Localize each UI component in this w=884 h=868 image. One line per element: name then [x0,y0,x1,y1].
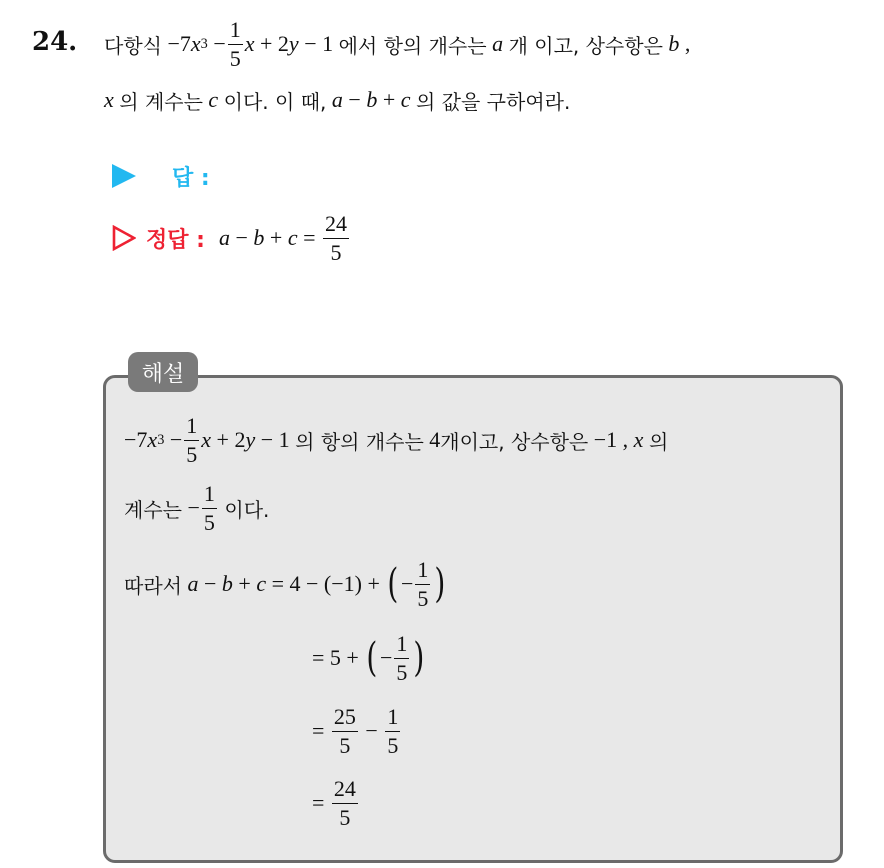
expr-b: b [221,571,233,596]
expr-plus: + [382,87,396,112]
term-4: − 1 [260,427,290,452]
text-find-value: 의 값을 구하여라. [416,89,571,114]
term-3-var: y [245,427,256,452]
correct-b: b [253,225,265,250]
expr-minus: − [203,571,217,596]
expr-b: b [366,87,378,112]
correct-minus: − [235,225,248,250]
comma: , [622,427,629,452]
expr-a: a [187,571,199,596]
left-paren: ( [387,561,399,607]
term-1-coef: −7 [167,31,191,56]
term-1-coef: −7 [124,427,148,452]
expr-plus: + [238,571,251,596]
right-paren: ) [434,561,446,607]
correct-plus: + [269,225,283,250]
correct-a: a [218,225,230,250]
text-constant-term: 개이고, 상수항은 [440,429,589,454]
equals-sign: = [312,790,325,815]
lhs-expression: = 5 + [312,645,359,670]
minus-sign: − [213,31,226,56]
var-x: x [633,427,644,452]
fraction-one-fifth [228,16,243,71]
correct-fraction [323,210,349,265]
term-count-value: 4 [429,427,441,452]
text-then: 이다. 이 때, [223,89,327,114]
problem-line-2 [104,82,570,118]
solution-line-1: −7 x 3 − $\frac{1}{5}$ x + 2 y − 1 의 항의 개수는 4 개이고, 상수항은 −1 , x 의 [124,412,669,467]
minus-sign: − [169,427,183,452]
term-1-var: x [147,427,158,452]
term-4: − 1 [304,31,334,56]
fraction-numerator: 1 [394,633,409,659]
text-is: 이다. [224,497,270,522]
fraction-numerator: 25 [332,706,358,732]
term-2-var: x [201,427,212,452]
solution-line-3 [124,554,448,614]
constant-value: −1 [593,427,618,452]
answer-row [112,156,210,196]
solution-line-2 [124,478,269,538]
fraction-numerator: 1 [228,19,243,45]
left-paren: ( [366,635,378,681]
expr-minus: − [348,87,361,112]
fraction-one-fifth [415,556,430,611]
fraction-numerator: 24 [323,213,349,239]
fraction-denominator: 5 [330,239,342,265]
term-2-var: x [244,31,255,56]
var-a: a [492,31,504,56]
text-of: 의 [648,429,669,454]
problem-line-1: 다항식 −7 x 3 − $\frac{1}{5}$ x + 2 y − 1 에서 항의 개수는 a 개 이고, 상수항은 b , [104,16,691,71]
fraction-denominator: 5 [229,45,241,71]
fraction-result [332,775,358,830]
term-1-var: x [190,31,201,56]
fraction-denominator: 5 [186,441,198,467]
problem-number: 24. [32,27,78,57]
play-triangle-icon [112,164,136,188]
answer-label: 답 : [172,165,210,191]
minus-sign: − [187,495,200,520]
fraction-one-fifth [202,480,217,535]
correct-equals: = [303,225,316,250]
fraction-one-fifth [184,412,199,467]
fraction-denominator: 5 [339,732,351,758]
text-coefficient: 계수는 [124,497,182,522]
fraction-one-fifth [385,703,400,758]
solution-line-6 [312,770,360,836]
solution-line-5 [312,698,402,764]
correct-label: 정답 : [146,227,205,253]
text-term-count: 의 항의 개수는 [295,429,424,454]
outline-triangle-icon [112,225,136,251]
term-3-var: y [288,31,299,56]
fraction-denominator: 5 [387,732,399,758]
rhs-expression: = 4 − (−1) + [271,571,380,596]
fraction-numerator: 1 [415,559,430,585]
fraction-denominator: 5 [203,509,215,535]
comma: , [684,31,691,56]
fraction-denominator: 5 [339,804,351,830]
fraction-numerator: 1 [184,415,199,441]
fraction-denominator: 5 [417,585,429,611]
solution-line-4 [312,628,427,688]
term-3-coef: + 2 [216,427,246,452]
expr-c: c [256,571,267,596]
fraction-numerator: 24 [332,778,358,804]
equals-sign: = [312,718,325,743]
fraction-numerator: 1 [385,706,400,732]
right-paren: ) [413,635,425,681]
text-therefore: 따라서 [124,573,182,598]
var-b: b [668,31,680,56]
minus-sign: − [365,718,378,743]
fraction-denominator: 5 [396,659,408,685]
var-x: x [104,87,114,112]
minus-sign: − [379,645,393,670]
fraction-numerator: 1 [202,483,217,509]
correct-answer-row [112,206,351,270]
expr-c: c [400,87,411,112]
correct-c: c [287,225,298,250]
text-polynomial: 다항식 [104,33,162,58]
minus-sign: − [400,571,414,596]
text-constant-term: 개 이고, 상수항은 [508,33,663,58]
expr-a: a [331,87,343,112]
solution-tab: 해설 [128,352,198,392]
text-coefficient: 의 계수는 [119,89,203,114]
text-term-count: 에서 항의 개수는 [338,33,487,58]
fraction-one-fifth [394,630,409,685]
fraction-25-fifths [332,703,358,758]
term-3-coef: + 2 [260,31,289,56]
var-c: c [208,87,219,112]
